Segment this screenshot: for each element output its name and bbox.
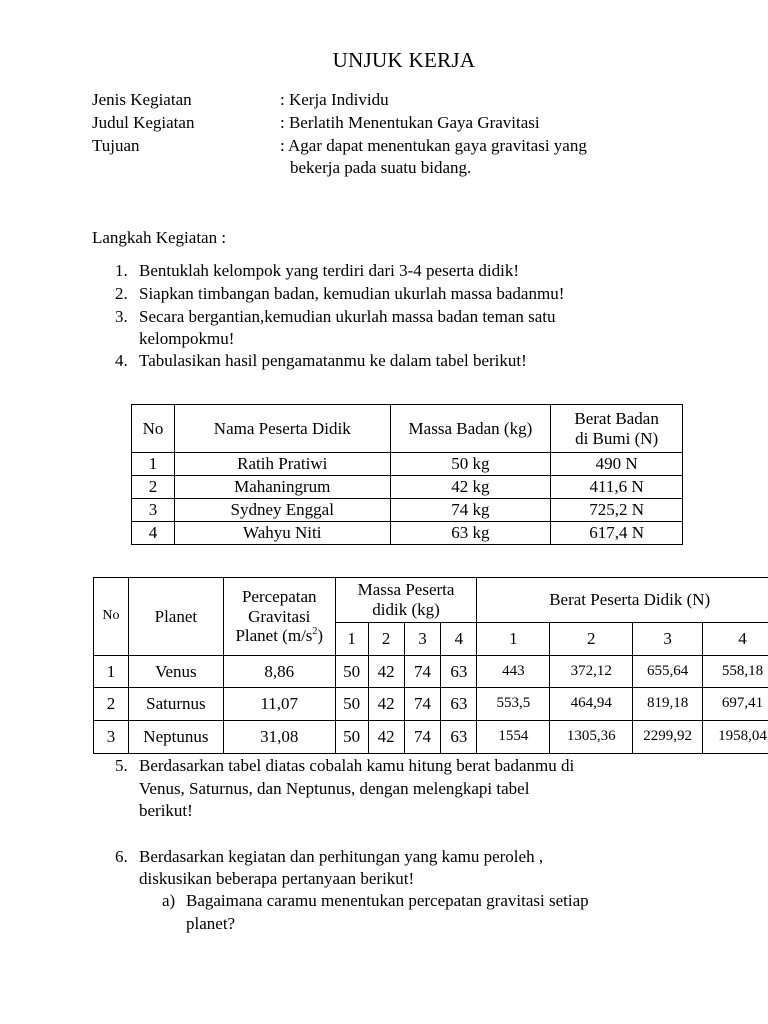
cell-berat: 490 N bbox=[551, 453, 683, 476]
cell-berat: 1554 bbox=[477, 721, 550, 754]
cell-berat: 1958,04 bbox=[703, 721, 768, 754]
cell-massa: 74 kg bbox=[390, 499, 551, 522]
subheader-berat-1: 1 bbox=[477, 623, 550, 656]
cell-massa: 50 bbox=[335, 721, 368, 754]
cell-berat: 464,94 bbox=[550, 688, 633, 721]
meta-value-judul: : Berlatih Menentukan Gaya Gravitasi bbox=[280, 113, 540, 132]
cell-berat: 443 bbox=[477, 656, 550, 688]
header-massa: Massa Badan (kg) bbox=[390, 405, 551, 453]
cell-massa: 42 kg bbox=[390, 476, 551, 499]
meta-label-jenis: Jenis Kegiatan bbox=[92, 90, 192, 109]
step-5-line2: Venus, Saturnus, dan Neptunus, dengan melengkapi tabel bbox=[139, 779, 530, 798]
table-row bbox=[132, 453, 683, 476]
subheader-massa-1: 1 bbox=[335, 623, 368, 656]
cell-massa: 63 bbox=[441, 721, 477, 754]
cell-massa: 63 bbox=[441, 656, 477, 688]
step-5-line3: berikut! bbox=[139, 801, 193, 820]
unit-close: ) bbox=[317, 626, 324, 646]
cell-berat: 655,64 bbox=[633, 656, 703, 688]
page-title: UNJUK KERJA bbox=[332, 48, 476, 72]
cell-gravitasi: 11,07 bbox=[223, 688, 335, 721]
cell-massa: 63 kg bbox=[390, 522, 551, 545]
cell-planet: Saturnus bbox=[128, 688, 223, 721]
cell-berat: 2299,92 bbox=[633, 721, 703, 754]
subheader-massa-2: 2 bbox=[368, 623, 404, 656]
unit-exponent: 2 bbox=[312, 626, 318, 638]
cell-massa: 50 kg bbox=[390, 453, 551, 476]
table-header-row bbox=[132, 405, 683, 453]
cell-massa: 74 bbox=[404, 721, 441, 754]
header-no: No bbox=[94, 578, 129, 656]
header-percepatan bbox=[223, 578, 335, 656]
meta-label-judul: Judul Kegiatan bbox=[92, 113, 195, 132]
step-6-line2: diskusikan beberapa pertanyaan berikut! bbox=[139, 869, 415, 888]
step-number: 4. bbox=[115, 351, 128, 370]
planet-weight-table bbox=[93, 577, 768, 754]
cell-massa: 63 bbox=[441, 688, 477, 721]
header-berat-line1: Berat Badan bbox=[574, 408, 659, 428]
meta-label-tujuan: Tujuan bbox=[92, 136, 140, 155]
cell-gravitasi: 8,86 bbox=[223, 656, 335, 688]
table-row bbox=[94, 688, 768, 721]
cell-berat: 819,18 bbox=[633, 688, 703, 721]
step-number: 5. bbox=[115, 756, 128, 775]
step-text: Tabulasikan hasil pengamatanmu ke dalam tabel berikut! bbox=[139, 351, 527, 370]
header-nama: Nama Peserta Didik bbox=[174, 405, 390, 453]
table-row bbox=[94, 721, 768, 754]
cell-planet: Venus bbox=[128, 656, 223, 688]
table-row bbox=[132, 499, 683, 522]
body-weight-table bbox=[131, 404, 683, 545]
question-text: Bagaimana caramu menentukan percepatan gravitasi setiap bbox=[186, 891, 589, 910]
cell-no: 2 bbox=[132, 476, 175, 499]
cell-massa: 50 bbox=[335, 656, 368, 688]
table-row bbox=[132, 522, 683, 545]
cell-nama: Mahaningrum bbox=[174, 476, 390, 499]
subheader-massa-4: 4 bbox=[441, 623, 477, 656]
step-text: Bentuklah kelompok yang terdiri dari 3-4 peserta didik! bbox=[139, 261, 520, 280]
step-4 bbox=[115, 351, 527, 371]
header-percepatan-line1: Percepatan bbox=[241, 587, 317, 607]
meta-value-jenis: : Kerja Individu bbox=[280, 90, 389, 109]
subheader-berat-2: 2 bbox=[550, 623, 633, 656]
header-planet: Planet bbox=[128, 578, 223, 656]
cell-massa: 42 bbox=[368, 721, 404, 754]
question-a bbox=[162, 891, 589, 911]
step-3 bbox=[115, 307, 556, 327]
question-letter: a) bbox=[162, 891, 176, 910]
header-massa-line1: Massa Peserta bbox=[357, 580, 455, 600]
table-row bbox=[132, 476, 683, 499]
header-percepatan-line3 bbox=[224, 626, 335, 646]
cell-no: 1 bbox=[132, 453, 175, 476]
cell-berat: 372,12 bbox=[550, 656, 633, 688]
header-berat: Berat Peserta Didik (N) bbox=[477, 578, 768, 623]
step-5 bbox=[115, 756, 574, 776]
step-text: Berdasarkan tabel diatas cobalah kamu hitung berat badanmu di bbox=[139, 756, 575, 775]
step-6 bbox=[115, 847, 543, 867]
subheader-berat-3: 3 bbox=[633, 623, 703, 656]
cell-no: 1 bbox=[94, 656, 129, 688]
step-text: Berdasarkan kegiatan dan perhitungan yang kamu peroleh , bbox=[139, 847, 544, 866]
header-massa bbox=[335, 578, 477, 623]
cell-massa: 74 bbox=[404, 656, 441, 688]
header-berat bbox=[551, 405, 683, 453]
question-a-line2: planet? bbox=[186, 914, 236, 933]
cell-planet: Neptunus bbox=[128, 721, 223, 754]
step-1 bbox=[115, 261, 519, 281]
step-2 bbox=[115, 284, 564, 304]
table-row bbox=[94, 656, 768, 688]
cell-massa: 74 bbox=[404, 688, 441, 721]
meta-value-tujuan-cont: bekerja pada suatu bidang. bbox=[290, 158, 472, 177]
step-text: Secara bergantian,kemudian ukurlah massa badan teman satu bbox=[139, 307, 556, 326]
step-text: Siapkan timbangan badan, kemudian ukurlah massa badanmu! bbox=[139, 284, 565, 303]
header-massa-line2: didik (kg) bbox=[372, 600, 440, 619]
cell-berat: 697,41 bbox=[703, 688, 768, 721]
cell-no: 4 bbox=[132, 522, 175, 545]
cell-no: 3 bbox=[132, 499, 175, 522]
subheader-berat-4: 4 bbox=[703, 623, 768, 656]
step-number: 6. bbox=[115, 847, 128, 866]
cell-massa: 50 bbox=[335, 688, 368, 721]
cell-berat: 411,6 N bbox=[551, 476, 683, 499]
cell-massa: 42 bbox=[368, 688, 404, 721]
cell-massa: 42 bbox=[368, 656, 404, 688]
step-number: 3. bbox=[115, 307, 128, 326]
langkah-heading: Langkah Kegiatan : bbox=[92, 228, 227, 247]
cell-nama: Ratih Pratiwi bbox=[174, 453, 390, 476]
step-number: 1. bbox=[115, 261, 128, 280]
cell-berat: 553,5 bbox=[477, 688, 550, 721]
cell-no: 2 bbox=[94, 688, 129, 721]
header-berat-line2: di Bumi (N) bbox=[575, 428, 659, 448]
cell-berat: 1305,36 bbox=[550, 721, 633, 754]
header-no: No bbox=[132, 405, 175, 453]
subheader-massa-3: 3 bbox=[404, 623, 441, 656]
meta-value-tujuan: : Agar dapat menentukan gaya gravitasi yang bbox=[280, 136, 587, 155]
cell-no: 3 bbox=[94, 721, 129, 754]
cell-nama: Wahyu Niti bbox=[174, 522, 390, 545]
cell-berat: 617,4 N bbox=[551, 522, 683, 545]
unit-text: Planet (m/s bbox=[235, 626, 313, 646]
cell-nama: Sydney Enggal bbox=[174, 499, 390, 522]
cell-berat: 725,2 N bbox=[551, 499, 683, 522]
header-percepatan-line2: Gravitasi bbox=[248, 606, 311, 626]
cell-gravitasi: 31,08 bbox=[223, 721, 335, 754]
step-number: 2. bbox=[115, 284, 128, 303]
step-3-cont: kelompokmu! bbox=[139, 329, 235, 348]
cell-berat: 558,18 bbox=[703, 656, 768, 688]
table-header-row bbox=[94, 578, 768, 623]
